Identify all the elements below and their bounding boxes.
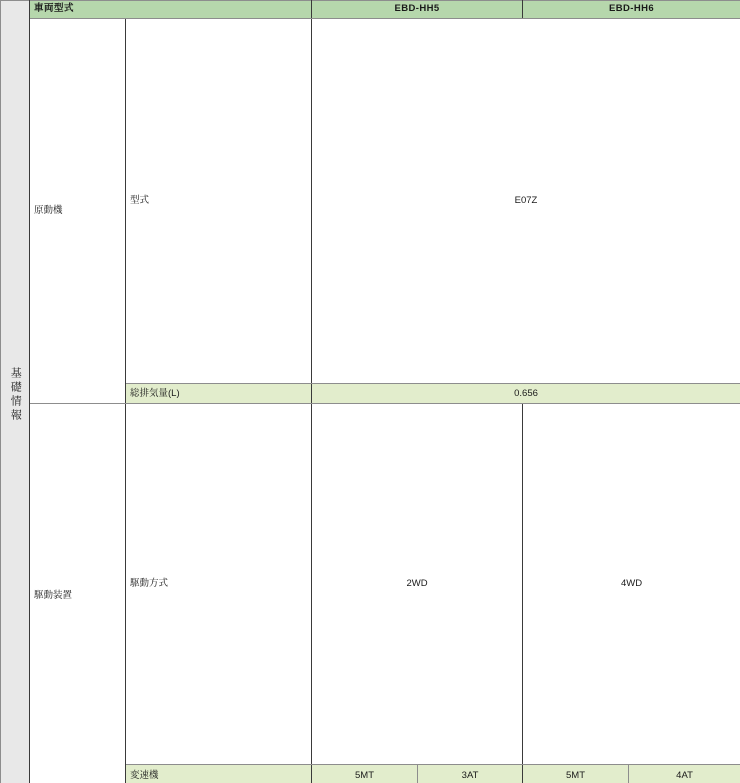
drivetrain-label: 駆動装置 bbox=[30, 404, 126, 783]
table-row-engine-type bbox=[1, 18, 740, 384]
transmission-value-3: 5MT bbox=[523, 765, 629, 783]
table-row-header bbox=[1, 1, 740, 19]
transmission-value-1: 5MT bbox=[312, 765, 418, 783]
section-label-basic bbox=[1, 1, 30, 783]
engine-type-value: E07Z bbox=[312, 18, 740, 384]
drive-2wd-value: 2WD bbox=[312, 404, 523, 765]
section-label-basic-text: 基礎情報 bbox=[9, 366, 22, 423]
table-row-drive-system bbox=[1, 404, 740, 765]
engine-label: 原動機 bbox=[30, 18, 126, 404]
displacement-label: 総排気量(L) bbox=[126, 384, 312, 404]
header-row-label: 車両型式 bbox=[30, 1, 312, 19]
engine-type-label: 型式 bbox=[126, 18, 312, 384]
header-model-1: EBD-HH5 bbox=[312, 1, 523, 19]
drive-system-label: 駆動方式 bbox=[126, 404, 312, 765]
transmission-value-2: 3AT bbox=[418, 765, 523, 783]
transmission-label: 変速機 bbox=[126, 765, 312, 783]
header-model-2: EBD-HH6 bbox=[523, 1, 740, 19]
drive-4wd-value: 4WD bbox=[523, 404, 740, 765]
transmission-value-4: 4AT bbox=[629, 765, 740, 783]
displacement-value: 0.656 bbox=[312, 384, 740, 404]
